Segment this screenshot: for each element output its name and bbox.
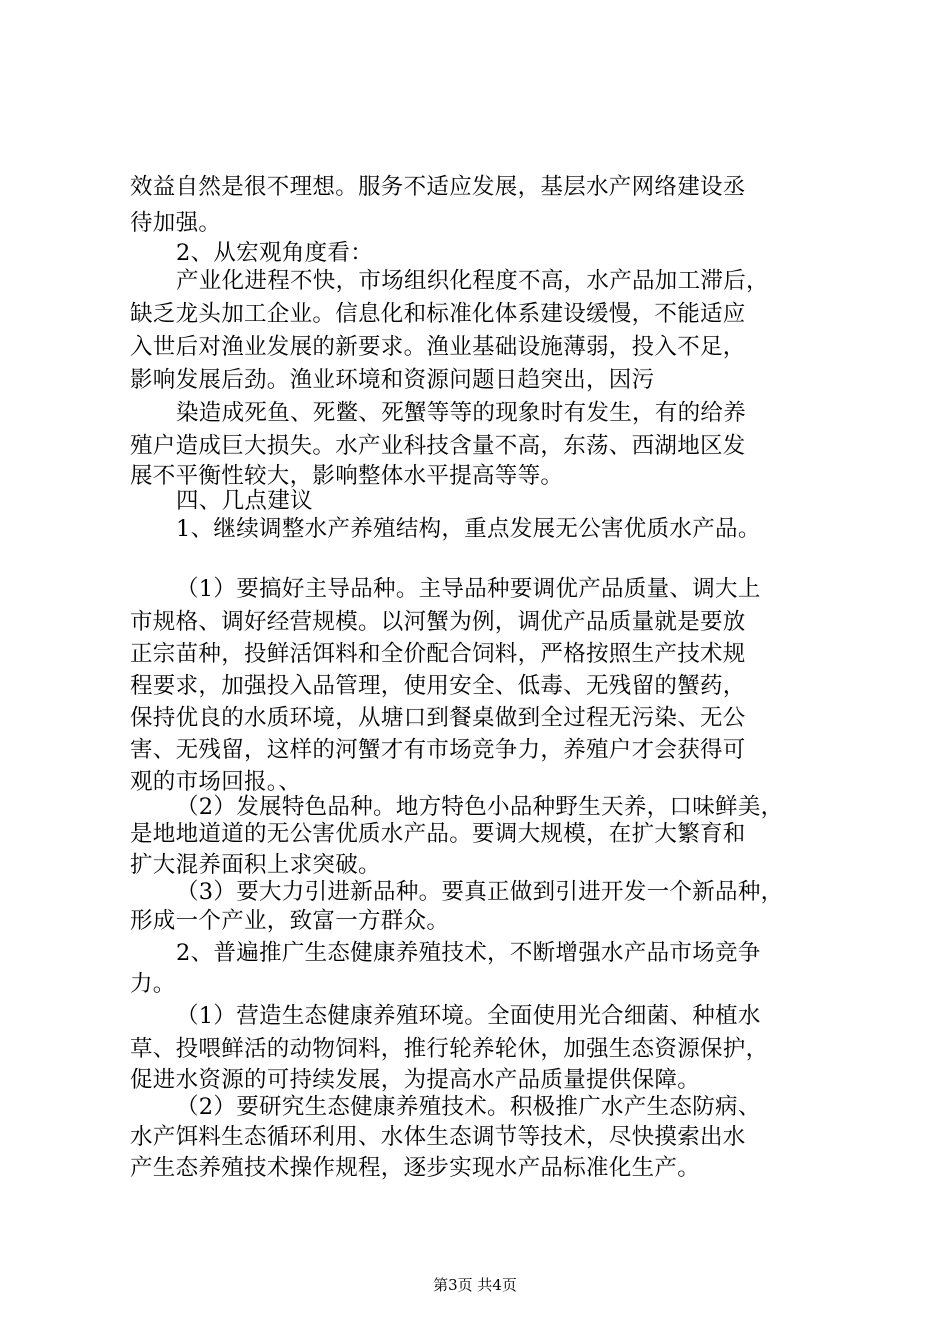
text-line: 水产饵料生态循环利用、水体生态调节等技术，尽快摸索出水 xyxy=(130,1124,746,1150)
text-line: 2、普遍推广生态健康养殖技术，不断增强水产品市场竞争 xyxy=(176,940,761,966)
text-line: 草、投喂鲜活的动物饲料，推行轮养轮休，加强生态资源保护， xyxy=(130,1036,769,1062)
text-line: 1、继续调整水产养殖结构，重点发展无公害优质水产品。 xyxy=(176,516,761,542)
text-line: （2）发展特色品种。地方特色小品种野生天养，口味鲜美， xyxy=(176,794,784,820)
text-line: 效益自然是很不理想。服务不适应发展，基层水产网络建设丞 xyxy=(130,174,746,200)
text-line: 影响发展后劲。渔业环境和资源问题日趋突出，因污 xyxy=(130,367,655,393)
text-line: 扩大混养面积上求突破。 xyxy=(130,852,381,878)
text-line: （3）要大力引进新品种。要真正做到引进开发一个新品种， xyxy=(176,879,784,905)
text-line: 保持优良的水质环境，从塘口到餐桌做到全过程无污染、无公 xyxy=(130,705,746,731)
text-line: （1）营造生态健康养殖环境。全面使用光合细菌、种植水 xyxy=(176,1003,761,1029)
text-line: 染造成死鱼、死鳖、死蟹等等的现象时有发生，有的给养 xyxy=(176,400,747,426)
text-line: （2）要研究生态健康养殖技术。积极推广水产生态防病、 xyxy=(176,1094,761,1120)
text-line: 力。 xyxy=(130,971,176,997)
text-line: 产业化进程不快，市场组织化程度不高，水产品加工滞后， xyxy=(176,268,769,294)
text-line: 程要求，加强投入品管理，使用安全、低毒、无残留的蟹药， xyxy=(130,673,746,699)
text-line: 展不平衡性较大，影响整体水平提高等等。 xyxy=(130,463,564,489)
section-heading: 四、几点建议 xyxy=(176,488,313,514)
text-line: （1）要搞好主导品种。主导品种要调优产品质量、调大上 xyxy=(176,576,761,602)
text-line: 殖户造成巨大损失。水产业科技含量不高，东荡、西湖地区发 xyxy=(130,433,746,459)
text-line: 缺乏龙头加工企业。信息化和标准化体系建设缓慢，不能适应 xyxy=(130,301,746,327)
text-line: 正宗苗种，投鲜活饵料和全价配合饲料，严格按照生产技术规 xyxy=(130,641,746,667)
text-line: 2、从宏观角度看： xyxy=(176,240,374,266)
text-line: 待加强。 xyxy=(130,210,222,236)
text-line: 害、无残留，这样的河蟹才有市场竞争力，养殖户才会获得可 xyxy=(130,737,746,763)
text-line: 形成一个产业，致富一方群众。 xyxy=(130,908,450,934)
text-line: 市规格、调好经营规模。以河蟹为例，调优产品质量就是要放 xyxy=(130,609,746,635)
text-line: 是地地道道的无公害优质水产品。要调大规模，在扩大繁育和 xyxy=(130,821,746,847)
text-line: 产生态养殖技术操作规程，逐步实现水产品标准化生产。 xyxy=(130,1155,701,1181)
text-line: 入世后对渔业发展的新要求。渔业基础设施薄弱，投入不足， xyxy=(130,334,746,360)
text-line: 促进水资源的可持续发展，为提高水产品质量提供保障。 xyxy=(130,1067,701,1093)
page-number: 第3页 共4页 xyxy=(433,1276,517,1294)
text-line: 观的市场回报。、 xyxy=(130,769,302,795)
